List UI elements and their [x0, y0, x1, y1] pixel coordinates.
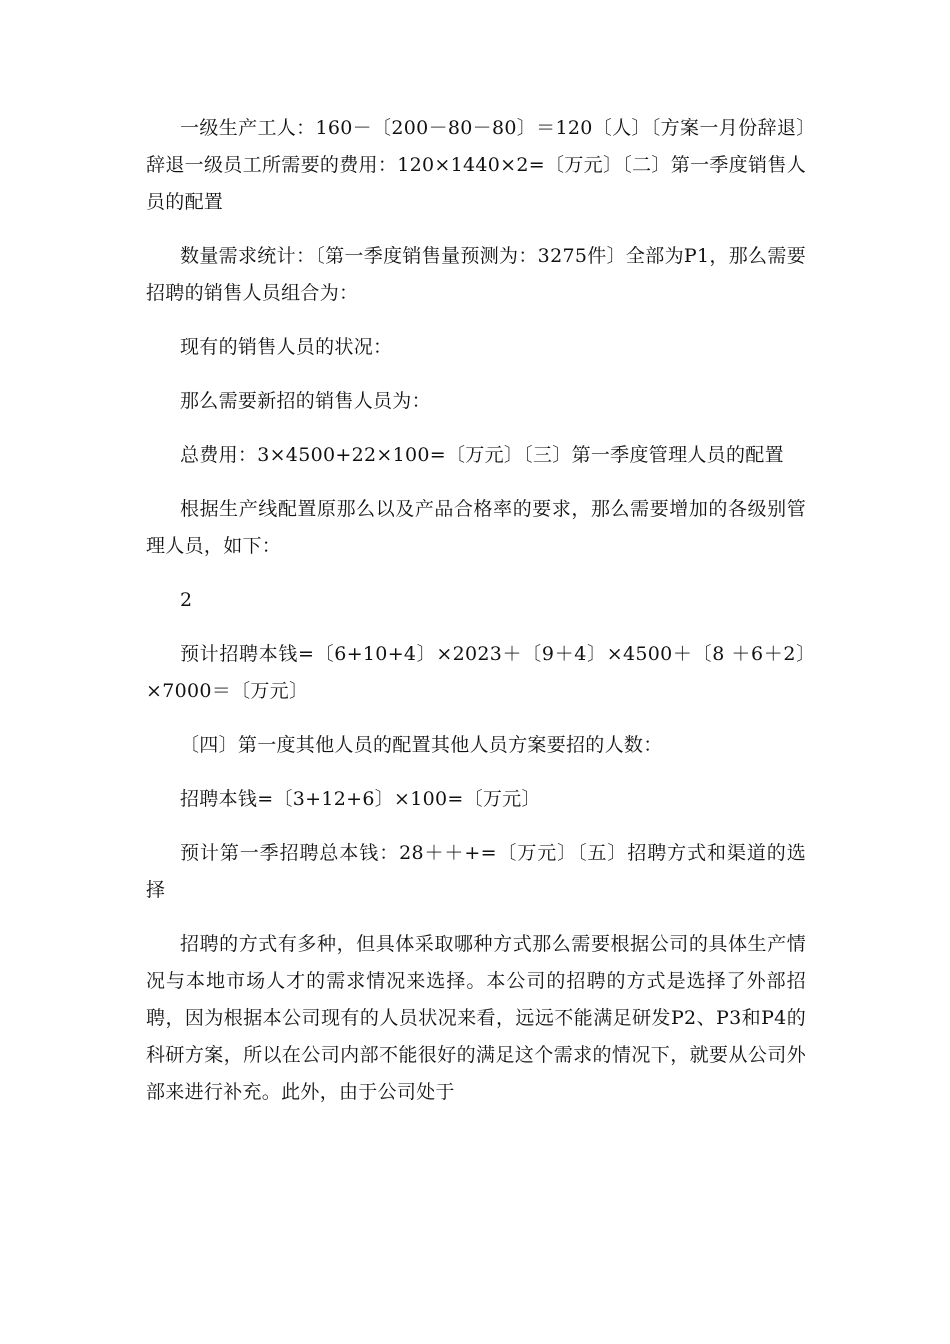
paragraph-sales-demand: 数量需求统计：〔第一季度销售量预测为：3275件〕全部为P1，那么需要招聘的销售人员组合为： — [146, 245, 806, 304]
paragraph-fire-workers-cost: 一级生产工人：160－〔200－80－80〕＝120〔人〕〔方案一月份辞退〕辞退一级员工所需要的费用：120×1440×2=〔万元〕〔二〕第一季度销售人员的配置 — [146, 117, 806, 213]
paragraph-other-staff: 〔四〕第一度其他人员的配置其他人员方案要招的人数： — [180, 734, 663, 756]
paragraph-new-sales-staff: 那么需要新招的销售人员为： — [180, 390, 431, 412]
paragraph-total-recruit-cost: 预计第一季招聘总本钱：28＋＋+=〔万元〕〔五〕招聘方式和渠道的选择 — [146, 842, 806, 901]
paragraph-recruit-cost-estimate: 预计招聘本钱=〔6+10+4〕×2023＋〔9＋4〕×4500＋〔8 ＋6＋2〕×7000＝〔万元〕 — [146, 643, 806, 702]
paragraph-recruit-cost: 招聘本钱=〔3+12+6〕×100=〔万元〕 — [180, 788, 541, 810]
paragraph-total-cost: 总费用：3×4500+22×100=〔万元〕〔三〕第一季度管理人员的配置 — [180, 444, 784, 466]
paragraph-number: 2 — [180, 589, 193, 611]
paragraph-recruit-methods: 招聘的方式有多种，但具体采取哪种方式那么需要根据公司的具体生产情况与本地市场人才的需求情况来选择。本公司的招聘的方式是选择了外部招聘，因为根据本公司现有的人员状况来看，远远不能满足研发P2、P3和P4的科研方案，所以在公司内部不能很好的满足这个需求的情况下，就要从公司外部来进行补充。此外，由于公司处于 — [146, 933, 806, 1103]
paragraph-management-needs: 根据生产线配置原那么以及产品合格率的要求，那么需要增加的各级别管理人员，如下： — [146, 498, 806, 557]
document-body — [146, 110, 806, 1128]
paragraph-current-sales-staff: 现有的销售人员的状况： — [180, 336, 393, 358]
